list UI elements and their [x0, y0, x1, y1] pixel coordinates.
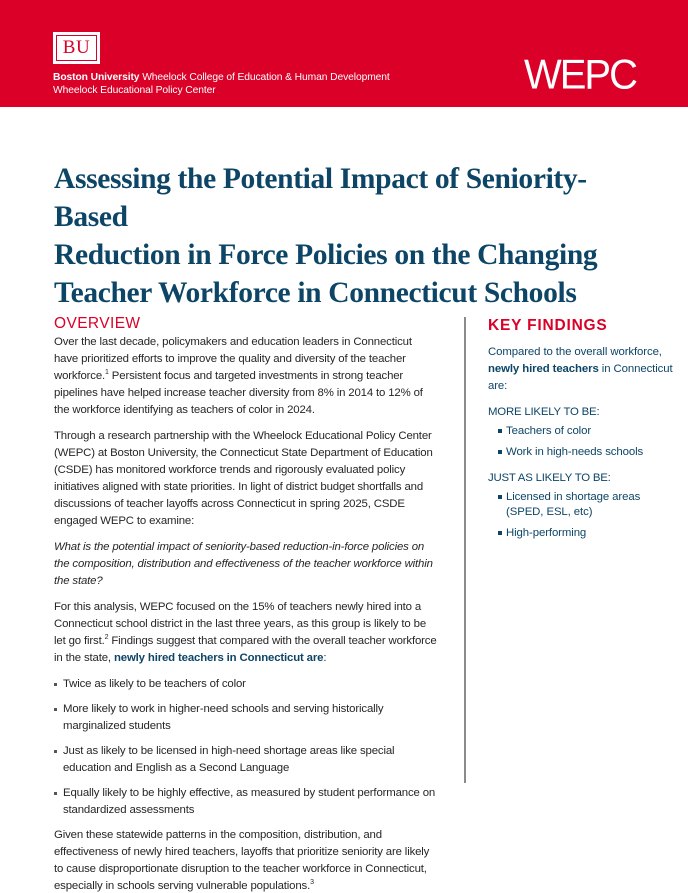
header-banner: [0, 0, 688, 107]
overview-paragraph-2: Through a research partnership with the Wheelock Educational Policy Center (WEPC) at Boston University, the Connecticut State Department of Education (CSDE) has monitored workforce trends and rigorously evaluated policy initiatives aligned with state priorities. In light of district budget shortfalls and discussions of teacher layoffs across Connecticut in spring 2025, CSDE engaged WEPC to examine:: [54, 430, 433, 527]
more-likely-list: [488, 424, 678, 460]
overview-heading: OVERVIEW: [54, 315, 141, 332]
p3-emphasis: newly hired teachers in Connecticut are: [113, 652, 324, 664]
p4-text: Given these statewide patterns in the composition, distribution, and effectiveness of newly hired teachers, layoffs that prioritize seniority are likely to cause disproportionate disruption to the teacher workforce in Connecticut, especially in schools serving vulnerable populations.: [54, 829, 430, 892]
bu-logo: [53, 32, 100, 64]
org-college: Wheelock College of Education & Human Development: [142, 72, 390, 83]
bullet-icon: [54, 683, 57, 686]
finding-text: High-performing: [506, 526, 587, 539]
overview-section: [54, 314, 438, 893]
finding-text: Licensed in shortage areas (SPED, ESL, etc): [506, 490, 641, 518]
bullet-text: Twice as likely to be teachers of color: [63, 678, 246, 690]
p3-text: For this analysis, WEPC focused on the 15% of teachers newly hired into a Connecticut school district in the last three years, as this group is likely to be let go first.: [54, 601, 427, 647]
list-item: [488, 526, 678, 541]
square-bullet-icon: [498, 531, 502, 535]
finding-text: Work in high-needs schools: [506, 445, 644, 458]
list-item: [488, 424, 678, 439]
findings-bullet-list: [54, 676, 438, 819]
title-line-2: Reduction in Force Policies on the Changing: [54, 239, 598, 271]
list-item: [488, 490, 678, 520]
title-line-1: Assessing the Potential Impact of Seniority-Based: [54, 163, 587, 233]
footnote-ref-3: 3: [310, 879, 314, 887]
org-name-line: [53, 72, 390, 83]
overview-paragraph-1: [54, 334, 438, 419]
intro-bold: newly hired teachers: [488, 363, 599, 376]
list-item: [54, 676, 438, 693]
square-bullet-icon: [498, 429, 502, 433]
bullet-icon: [54, 750, 57, 753]
key-findings-sidebar: [488, 316, 678, 551]
org-center-line: Wheelock Educational Policy Center: [53, 84, 216, 96]
wepc-logo: WEPC: [524, 51, 636, 99]
list-item: [54, 701, 438, 735]
bu-logo-text: BU: [56, 35, 97, 61]
finding-text: Teachers of color: [506, 424, 592, 437]
list-item: [54, 785, 438, 819]
page-title: [54, 160, 654, 312]
bullet-text: Just as likely to be licensed in high-need shortage areas like special education and English as a Second Language: [63, 745, 395, 774]
title-line-3: Teacher Workforce in Connecticut Schools: [54, 277, 577, 309]
square-bullet-icon: [498, 450, 502, 454]
just-as-likely-list: [488, 490, 678, 541]
p3-end: :: [323, 652, 327, 664]
bullet-icon: [54, 792, 57, 795]
bullet-icon: [54, 708, 57, 711]
key-findings-heading: KEY FINDINGS: [488, 317, 608, 334]
just-as-likely-label: JUST AS LIKELY TO BE:: [488, 471, 611, 484]
p3-text-cont: Findings suggest that compared with the overall teacher workforce in the state,: [54, 635, 437, 664]
bullet-text: More likely to work in higher-need schools and serving historically marginalized students: [63, 703, 384, 732]
p1-text: Over the last decade, policymakers and education leaders in Connecticut have prioritized efforts to improve the quality and diversity of the teacher workforce.: [54, 336, 412, 382]
column-divider: [464, 317, 466, 783]
bullet-text: Equally likely to be highly effective, as measured by student performance on standardized assessments: [63, 787, 436, 816]
list-item: [54, 743, 438, 777]
intro-pre: Compared to the overall workforce,: [488, 346, 662, 358]
research-question-text: What is the potential impact of seniority-based reduction-in-force policies on the composition, distribution and effectiveness of the teacher workforce within the state?: [54, 541, 433, 587]
overview-paragraph-3: [54, 599, 438, 667]
more-likely-label: MORE LIKELY TO BE:: [488, 405, 600, 418]
org-university: Boston University: [53, 72, 140, 83]
p1-text-cont: Persistent focus and targeted investments in strong teacher pipelines have helped increase teacher diversity from 8% in 2014 to 12% of the workforce identifying as teachers of color in 2024.: [54, 370, 423, 416]
intro-post: in Connecticut are:: [488, 363, 673, 393]
list-item: [488, 445, 678, 460]
square-bullet-icon: [498, 495, 502, 499]
footnote-ref-1: 1: [105, 369, 109, 377]
key-findings-intro: [488, 344, 678, 396]
footnote-ref-2: 2: [104, 634, 109, 642]
overview-paragraph-4: [54, 827, 438, 893]
research-question: [54, 539, 438, 590]
